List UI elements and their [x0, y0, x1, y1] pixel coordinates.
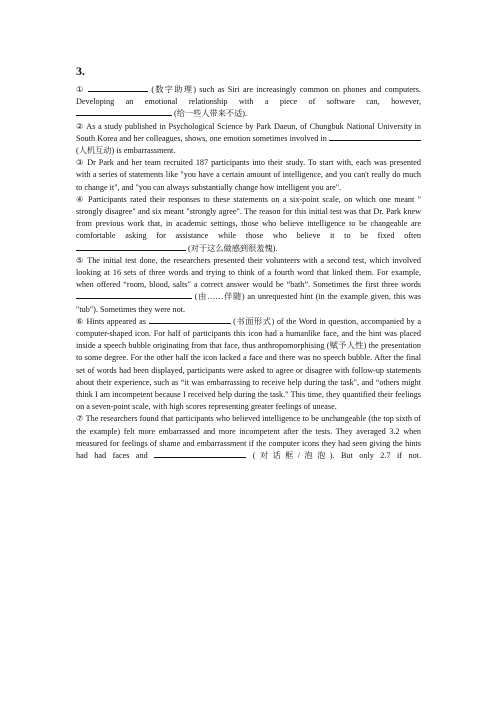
paragraph-text: Dr Park and her team recruited 187 participants into their study. To start with, each was presented with a series of statements like "you have a certain amount of intelligence, and you can't really do much to change it", and "you can always substantially change how intelligent you are". — [76, 158, 421, 192]
paragraph-marker: ③ — [76, 158, 85, 168]
paragraph-text: (书面形式) of the Word in question, accompanied by a computer-shaped icon. For half of participants this icon had a humanlike face, and the hint was placed inside a speech bubble originating from that face, thus anthropomorphising (赋予人性) the presentation to some degree. For the other half the icon lacked a face and there was no speech bubble. After the final set of words had been displayed, participants were asked to agree or disagree with follow-up statements about their experience, such as “it was embarrassing to receive help during the task", and “others might think I am incompetent because I received help during the task." This time, they quantified their feelings on a seven-point scale, with high scores representing greater feelings of unease. — [76, 316, 421, 412]
answer-blank-5[interactable] — [76, 291, 192, 299]
question-number: 3. — [76, 64, 85, 78]
paragraph-text: (由……伴随) an unrequested hint (in the example given, this was "tub"). Sometimes they were not. — [76, 292, 421, 314]
answer-blank-2[interactable] — [76, 108, 172, 116]
paragraph-2 — [76, 121, 421, 158]
paragraph-marker: ⑤ — [76, 255, 85, 265]
paragraph-marker: ④ — [76, 194, 85, 204]
answer-blank-7[interactable] — [154, 450, 246, 458]
answer-blank-3[interactable] — [329, 133, 421, 141]
paragraph-marker: ② — [76, 121, 85, 131]
paragraph-7 — [76, 413, 421, 462]
paragraph-text: As a study published in Psychological Science by Park Daeun, of Chungbuk National University in South Korea and her colleagues, shows, one emotion sometimes involved in — [76, 121, 422, 143]
paragraph-1 — [76, 84, 421, 121]
paragraph-text: Participants rated their responses to these statements on a six-point scale, on which one meant " strongly disagree" and six meant "strongly agree". The reason for this initial test was that Dr. Park knew from previous work that, in academic settings, those who believe intelligence to be changeable are comfortable asking for assistance while those who believe it to be fixed often — [76, 194, 421, 241]
paragraph-text: (对于这么做感到很羞愧). — [186, 243, 278, 253]
paragraph-marker: ⑥ — [76, 316, 84, 326]
paragraph-3 — [76, 157, 421, 194]
paragraph-text: The initial test done, the researchers presented their volunteers with a second test, which involved looking at 16 sets of three words and trying to think of a fourth word that linked them. For example, when offered “room, blood, salts" a correct answer would be “bath”. Sometimes the first three words — [76, 255, 421, 290]
paragraph-text: (对话框/泡泡). But only 2.7 if not. — [246, 451, 422, 461]
paragraph-text: Hints appeared as — [83, 316, 149, 326]
paragraph-text: (数字助理) such as Siri are increasingly common on phones and computers. Developing an emotional relationship with a piece of software can, however, — [76, 85, 422, 107]
paragraph-4 — [76, 194, 421, 255]
paragraph-marker: ⑦ — [76, 414, 84, 424]
paragraph-text: (给一些人带来不适). — [172, 109, 248, 119]
paragraph-5 — [76, 255, 421, 316]
answer-blank-6[interactable] — [149, 316, 231, 324]
paragraph-text: (人机互动) is embarrassment. — [76, 146, 176, 156]
paragraph-marker: ① — [76, 85, 85, 94]
passage — [76, 84, 421, 462]
paragraph-text: The researchers found that participants who believed intelligence to be unchangeable (the top sixth of the example) felt more embarrassed and more incompetent after the tests. They averaged 3.2 when measured for feelings of shame and embarrassment if the computer icons they had seen giving the hints had had faces and — [76, 414, 421, 461]
answer-blank-1[interactable] — [88, 84, 148, 92]
paragraph-6 — [76, 316, 421, 414]
answer-blank-4[interactable] — [76, 243, 186, 251]
